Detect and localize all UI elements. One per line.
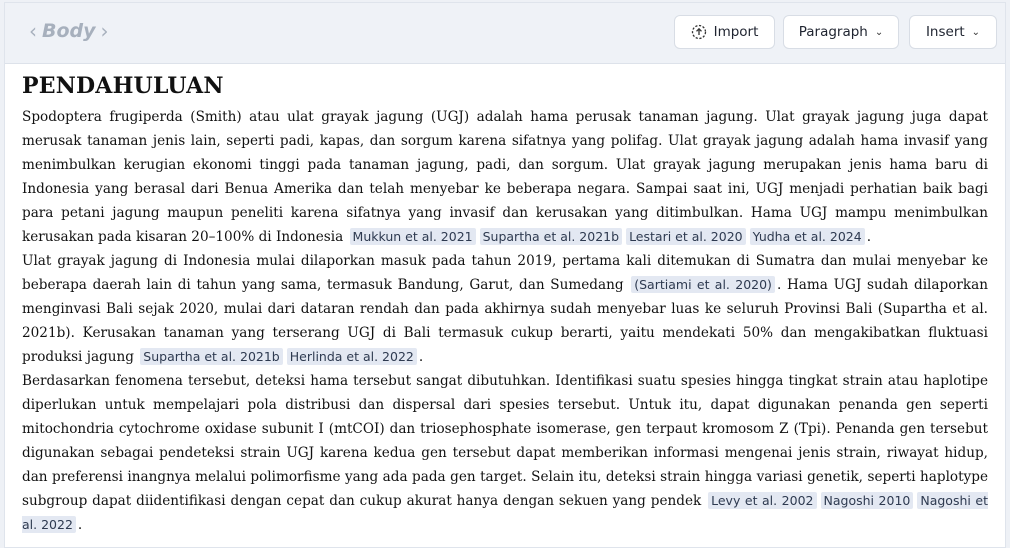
import-button[interactable] [674,15,775,49]
paragraph-1[interactable] [22,105,988,249]
citation-chip[interactable]: Herlinda et al. 2022 [287,348,417,365]
citation-chip[interactable]: Supartha et al. 2021b [480,228,622,245]
breadcrumb-label[interactable]: Body [42,20,96,42]
citation-chip[interactable]: Levy et al. 2002 [708,492,816,509]
paragraph-text: . Hama UGJ sudah dilaporkan menginvasi Bali sejak 2020, mulai dari dataran rendah dan pada akhirnya sudah menyebar luas ke seluruh Provinsi Bali (Supartha et al. 2021b). Kerusakan tanaman yang terserang UGJ di Bali termasuk cukup berarti, yaitu mendekati 50% dan mengakibatkan fluktuasi produksi jagung [22,277,988,365]
paragraph-2[interactable] [22,249,988,369]
citation-chip[interactable]: (Sartiami et al. 2020) [631,276,775,293]
paragraph-end: . [77,517,83,533]
paragraph-text: Spodoptera frugiperda (Smith) atau ulat grayak jagung (UGJ) adalah hama perusak tanaman jagung. Ulat grayak jagung juga dapat merusak tanaman jenis lain, seperti padi, kapas, dan sorgum karena sifatnya yang polifag. Ulat grayak jagung adalah hama invasif yang menimbulkan kerugian ekonomi tinggi pada tanaman jagung, padi, dan sorgum. Ulat grayak jagung merupakan jenis hama baru di Indonesia yang berasal dari Benua Amerika dan telah menyebar ke beberapa negara. Sampai saat ini, UGJ menjadi perhatian baik bagi para petani jagung maupun peneliti karena sifatnya yang invasif dan kerusakan yang ditimbulkan. Hama UGJ mampu menimbulkan kerusakan pada kisaran 20–100% di Indonesia [22,109,988,245]
paragraph-end: . [866,229,872,245]
chevron-down-icon: ⌄ [971,26,981,38]
citation-chip[interactable]: Supartha et al. 2021b [140,348,282,365]
breadcrumb [29,21,109,41]
section-heading: PENDAHULUAN [22,73,224,99]
paragraph-dropdown[interactable] [783,15,899,49]
insert-dropdown[interactable] [909,15,997,49]
citation-chip[interactable]: Mukkun et al. 2021 [350,228,476,245]
paragraph-label: Paragraph [798,24,868,40]
editor-window [4,2,1006,548]
paragraph-3[interactable] [22,369,988,537]
paragraph-text: Berdasarkan fenomena tersebut, deteksi hama tersebut sangat dibutuhkan. Identifikasi suatu spesies hingga tingkat strain atau haplotipe diperlukan untuk mempelajari pola distribusi dan dispersal dari spesies tersebut. Untuk itu, dapat digunakan penanda gen seperti mitochondria cytochrome oxidase subunit I (mtCOI) dan triosephosphate isomerase, gen terpaut kromosom Z (Tpi). Penanda gen tersebut digunakan sebagai pendeteksi strain UGJ karena kedua gen tersebut dapat memberikan informasi mengenai jenis strain, riwayat hidup, dan preferensi inangnya melalui polimorfisme yang ada pada gen target. Selain itu, deteksi strain hingga variasi genetik, seperti haplotype subgroup dapat diidentifikasi dengan cepat dan cukup akurat hanya dengan sekuen yang pendek [22,373,988,509]
citation-chip[interactable]: Yudha et al. 2024 [750,228,865,245]
insert-label: Insert [925,24,965,40]
paragraph-end: . [418,349,424,365]
import-circle-icon [691,24,707,40]
document-body[interactable] [22,73,988,537]
editor-toolbar [5,3,1005,64]
citation-chip[interactable]: Nagoshi 2010 [821,492,914,509]
citation-chip[interactable]: Lestari et al. 2020 [626,228,746,245]
citation-chip[interactable]: Nagoshi et al. 2022 [22,493,988,532]
paragraph-text: Ulat grayak jagung di Indonesia mulai dilaporkan masuk pada tahun 2019, pertama kali ditemukan di Sumatra dan mulai menyebar ke beberapa daerah lain di tahun yang sama, termasuk Bandung, Garut, dan Sumedang [22,253,988,293]
chevron-down-icon: ⌄ [874,26,884,38]
chevron-left-icon[interactable]: ‹ [29,19,37,43]
chevron-right-icon[interactable]: › [100,19,109,43]
import-label: Import [713,24,759,40]
